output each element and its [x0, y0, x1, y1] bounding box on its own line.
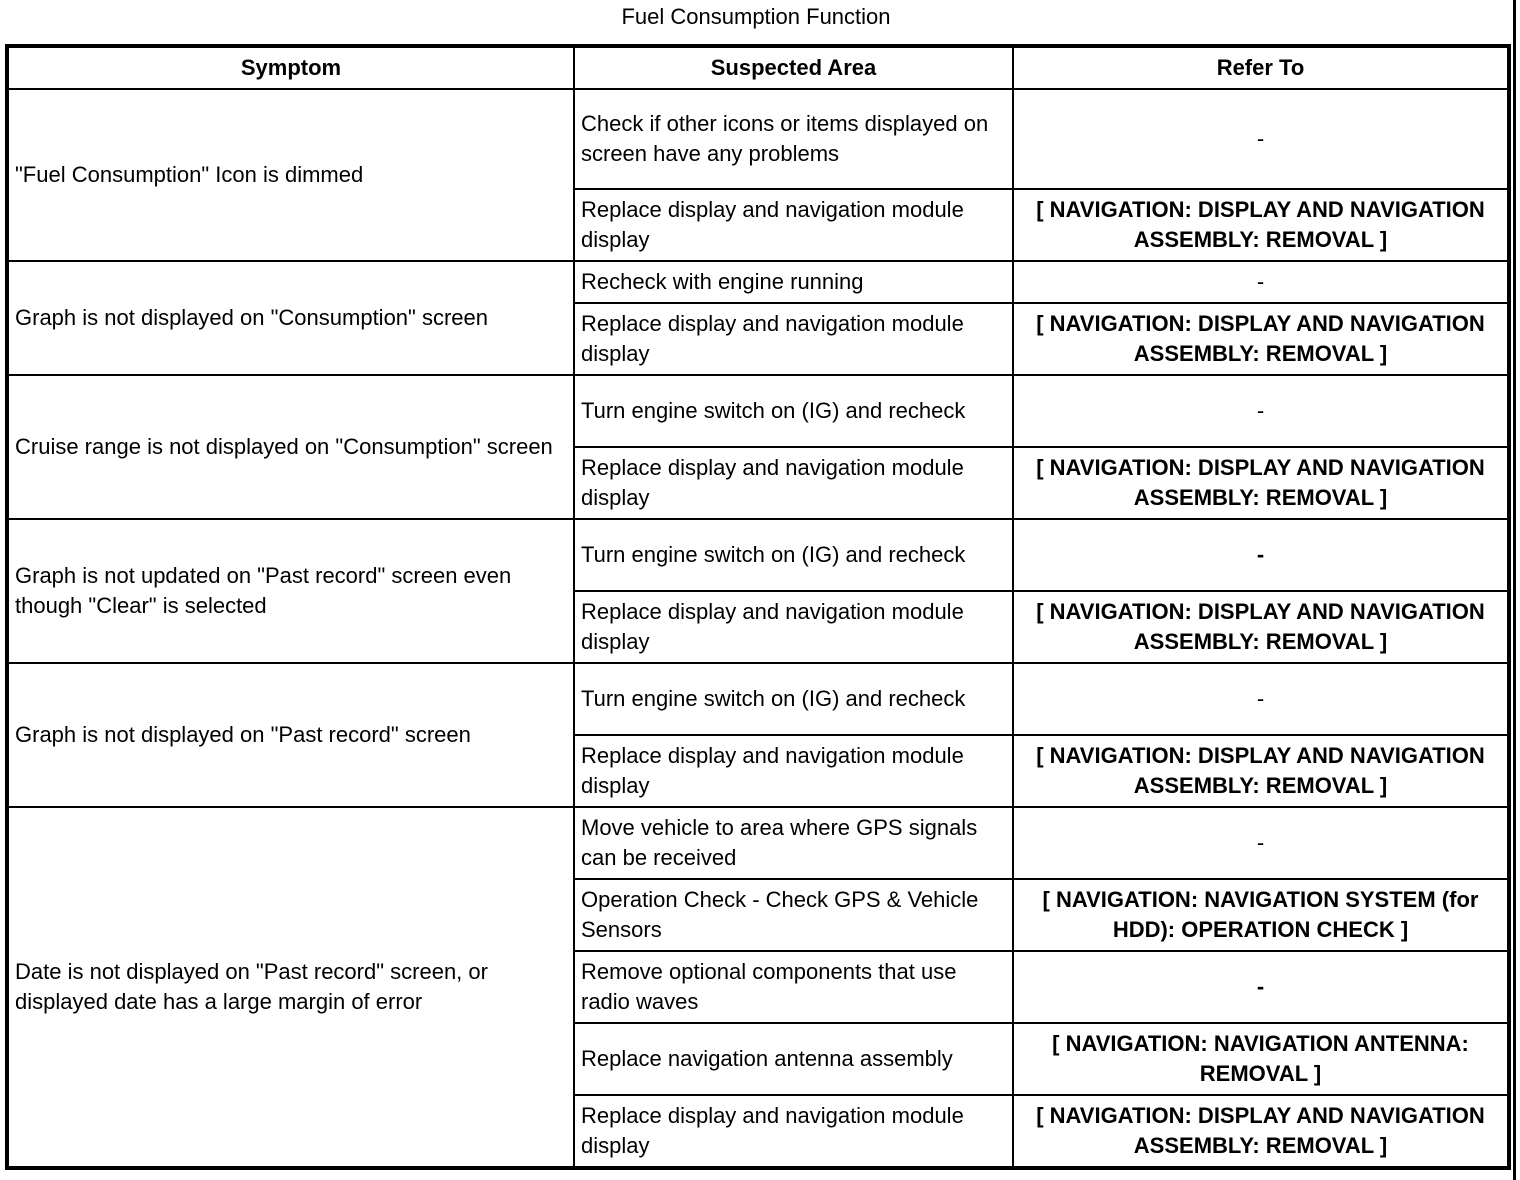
refer-to-link[interactable]: [ NAVIGATION: DISPLAY AND NAVIGATION ASSEMBLY: REMOVAL ] [1013, 1095, 1509, 1168]
suspected-area-cell: Operation Check - Check GPS & Vehicle Sensors [574, 879, 1013, 951]
symptom-cell: Graph is not displayed on "Past record" screen [7, 663, 574, 807]
refer-to-cell: - [1013, 375, 1509, 447]
refer-to-cell: - [1013, 951, 1509, 1023]
suspected-area-cell: Check if other icons or items displayed on screen have any problems [574, 89, 1013, 189]
suspected-area-cell: Remove optional components that use radio waves [574, 951, 1013, 1023]
suspected-area-cell: Replace display and navigation module display [574, 735, 1013, 807]
refer-to-cell: - [1013, 519, 1509, 591]
suspected-area-cell: Replace display and navigation module display [574, 303, 1013, 375]
refer-to-link[interactable]: [ NAVIGATION: DISPLAY AND NAVIGATION ASSEMBLY: REMOVAL ] [1013, 591, 1509, 663]
symptom-cell: Graph is not updated on "Past record" screen even though "Clear" is selected [7, 519, 574, 663]
symptom-cell: Date is not displayed on "Past record" screen, or displayed date has a large margin of error [7, 807, 574, 1168]
suspected-area-cell: Replace display and navigation module display [574, 591, 1013, 663]
refer-to-cell: - [1013, 807, 1509, 879]
table-row [7, 519, 1509, 591]
table-row [7, 807, 1509, 879]
symptom-cell: Graph is not displayed on "Consumption" screen [7, 261, 574, 375]
header-row [7, 46, 1509, 89]
suspected-area-cell: Replace display and navigation module display [574, 189, 1013, 261]
header-symptom: Symptom [7, 46, 574, 89]
table-row [7, 261, 1509, 303]
suspected-area-cell: Replace display and navigation module display [574, 447, 1013, 519]
suspected-area-cell: Move vehicle to area where GPS signals can be received [574, 807, 1013, 879]
header-suspected-area: Suspected Area [574, 46, 1013, 89]
refer-to-cell: - [1013, 89, 1509, 189]
header-refer-to: Refer To [1013, 46, 1509, 89]
refer-to-link[interactable]: [ NAVIGATION: DISPLAY AND NAVIGATION ASSEMBLY: REMOVAL ] [1013, 735, 1509, 807]
refer-to-link[interactable]: [ NAVIGATION: NAVIGATION ANTENNA: REMOVAL ] [1013, 1023, 1509, 1095]
refer-to-link[interactable]: [ NAVIGATION: NAVIGATION SYSTEM (for HDD): OPERATION CHECK ] [1013, 879, 1509, 951]
symptom-table [5, 44, 1511, 1170]
table-row [7, 89, 1509, 189]
suspected-area-cell: Replace display and navigation module display [574, 1095, 1013, 1168]
document-title: Fuel Consumption Function [621, 4, 891, 29]
suspected-area-cell: Turn engine switch on (IG) and recheck [574, 663, 1013, 735]
refer-to-link[interactable]: [ NAVIGATION: DISPLAY AND NAVIGATION ASSEMBLY: REMOVAL ] [1013, 303, 1509, 375]
table-row [7, 663, 1509, 735]
suspected-area-cell: Turn engine switch on (IG) and recheck [574, 375, 1013, 447]
refer-to-cell: - [1013, 663, 1509, 735]
suspected-area-cell: Turn engine switch on (IG) and recheck [574, 519, 1013, 591]
symptom-cell: "Fuel Consumption" Icon is dimmed [7, 89, 574, 261]
refer-to-link[interactable]: [ NAVIGATION: DISPLAY AND NAVIGATION ASSEMBLY: REMOVAL ] [1013, 447, 1509, 519]
page-edge-rule [1513, 0, 1516, 1180]
table-row [7, 375, 1509, 447]
refer-to-link[interactable]: [ NAVIGATION: DISPLAY AND NAVIGATION ASSEMBLY: REMOVAL ] [1013, 189, 1509, 261]
refer-to-cell: - [1013, 261, 1509, 303]
suspected-area-cell: Recheck with engine running [574, 261, 1013, 303]
symptom-cell: Cruise range is not displayed on "Consumption" screen [7, 375, 574, 519]
suspected-area-cell: Replace navigation antenna assembly [574, 1023, 1013, 1095]
